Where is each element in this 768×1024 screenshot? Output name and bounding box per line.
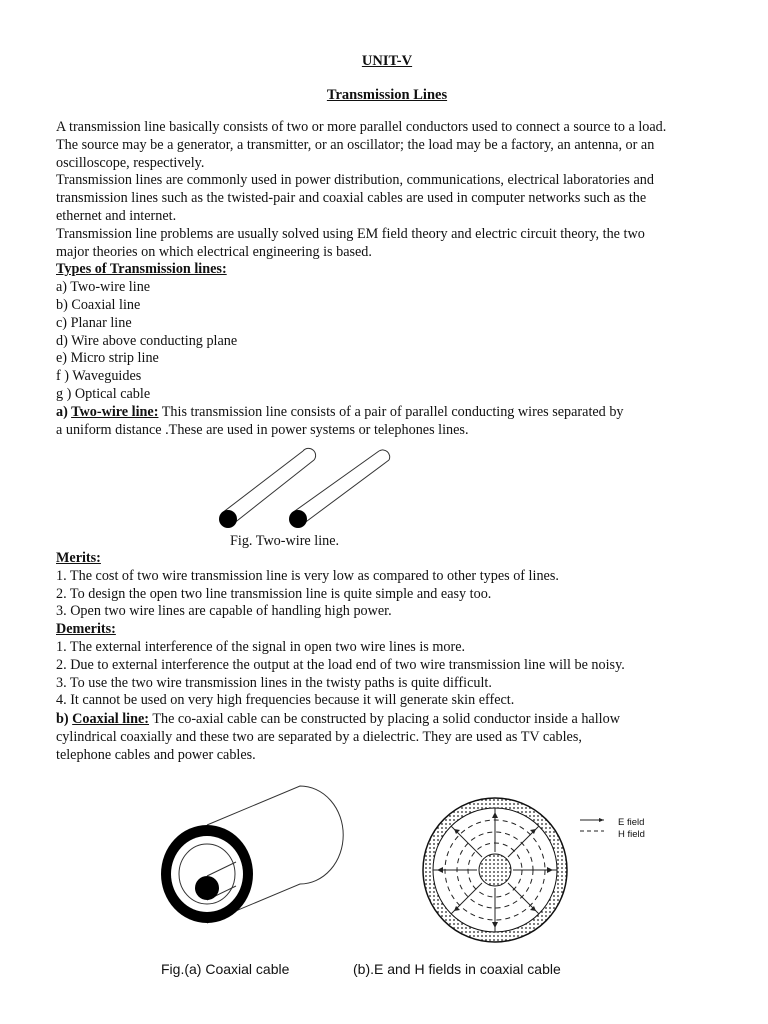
coaxial-caption-a: Fig.(a) Coaxial cable: [161, 961, 290, 977]
two-wire-text-1: This transmission line consists of a pair of parallel conducting wires separated by: [158, 403, 624, 420]
inner-conductor: [479, 854, 511, 886]
demerits-item: 4. It cannot be used on very high frequencies because it will generate skin effect.: [56, 692, 515, 709]
two-wire-line-figure: [210, 440, 400, 535]
intro-line: ethernet and internet.: [56, 207, 177, 224]
types-item: c) Planar line: [56, 314, 132, 331]
coaxial-prefix: b): [56, 711, 73, 727]
wire-cross-section-1: [219, 510, 237, 528]
coaxial-caption-b: (b).E and H fields in coaxial cable: [353, 961, 561, 977]
merits-item: 3. Open two wire lines are capable of handling high power.: [56, 603, 392, 620]
intro-line: oscilloscope, respectively.: [56, 154, 205, 171]
e-field-legend: E field: [618, 817, 645, 828]
coaxial-text-3: telephone cables and power cables.: [56, 746, 256, 763]
two-wire-paragraph: [56, 404, 746, 422]
merits-demerits: [56, 550, 746, 710]
types-item: a) Two-wire line: [56, 279, 151, 296]
section-title: Transmission Lines: [326, 87, 448, 103]
demerits-item: 3. To use the two wire transmission lines in the twisty paths is quite difficult.: [56, 674, 492, 691]
h-field-legend: H field: [618, 829, 645, 840]
coaxial-field-figure: [420, 790, 570, 950]
unit-title: UNIT-V: [361, 53, 413, 69]
intro-line: The source may be a generator, a transmitter, or an oscillator; the load may be a factory, an antenna, or an: [56, 136, 655, 153]
intro-line: transmission lines such as the twisted-pair and coaxial cables are used in computer networks such as the: [56, 190, 647, 207]
types-item: f ) Waveguides: [56, 368, 142, 385]
two-wire-text-2: a uniform distance .These are used in power systems or telephones lines.: [56, 421, 469, 438]
intro-and-types: [56, 119, 746, 439]
intro-line: Transmission lines are commonly used in power distribution, communications, electrical laboratories and: [56, 172, 654, 189]
merits-item: 1. The cost of two wire transmission line is very low as compared to other types of lines.: [56, 567, 559, 584]
wire-cross-section-2: [289, 510, 307, 528]
types-item: d) Wire above conducting plane: [56, 332, 238, 349]
coaxial-paragraph: [56, 711, 746, 729]
coaxial-text-2: cylindrical coaxially and these two are separated by a dielectric. They are used as TV cables,: [56, 728, 582, 745]
field-legend-lines: [578, 815, 606, 839]
intro-line: major theories on which electrical engineering is based.: [56, 243, 372, 260]
types-item: b) Coaxial line: [56, 296, 141, 313]
coaxial-heading: Coaxial line:: [72, 711, 150, 727]
dielectric: [171, 836, 243, 912]
two-wire-heading: Two-wire line:: [71, 403, 159, 420]
demerits-item: 1. The external interference of the signal in open two wire lines is more.: [56, 638, 466, 655]
two-wire-prefix: a): [56, 403, 72, 420]
types-item: e) Micro strip line: [56, 350, 159, 367]
intro-line: A transmission line basically consists of two or more parallel conductors used to connect a source to a load.: [56, 119, 667, 135]
types-item: g ) Optical cable: [56, 385, 151, 402]
intro-line: Transmission line problems are usually solved using EM field theory and electric circuit theory, the two: [56, 225, 645, 242]
two-wire-caption: Fig. Two-wire line.: [230, 533, 340, 549]
coaxial-cable-figure: [150, 778, 350, 953]
demerits-heading: Demerits:: [56, 621, 116, 638]
coaxial-text-1: The co-axial cable can be constructed by placing a solid conductor inside a hallow: [149, 711, 620, 727]
demerits-item: 2. Due to external interference the output at the load end of two wire transmission line will be noisy.: [56, 656, 625, 673]
merits-heading: Merits:: [56, 550, 101, 566]
merits-item: 2. To design the open two line transmission line is quite simple and easy too.: [56, 585, 492, 602]
inner-conductor: [195, 876, 219, 900]
types-heading: Types of Transmission lines:: [56, 261, 227, 278]
coaxial-section: [56, 711, 746, 764]
